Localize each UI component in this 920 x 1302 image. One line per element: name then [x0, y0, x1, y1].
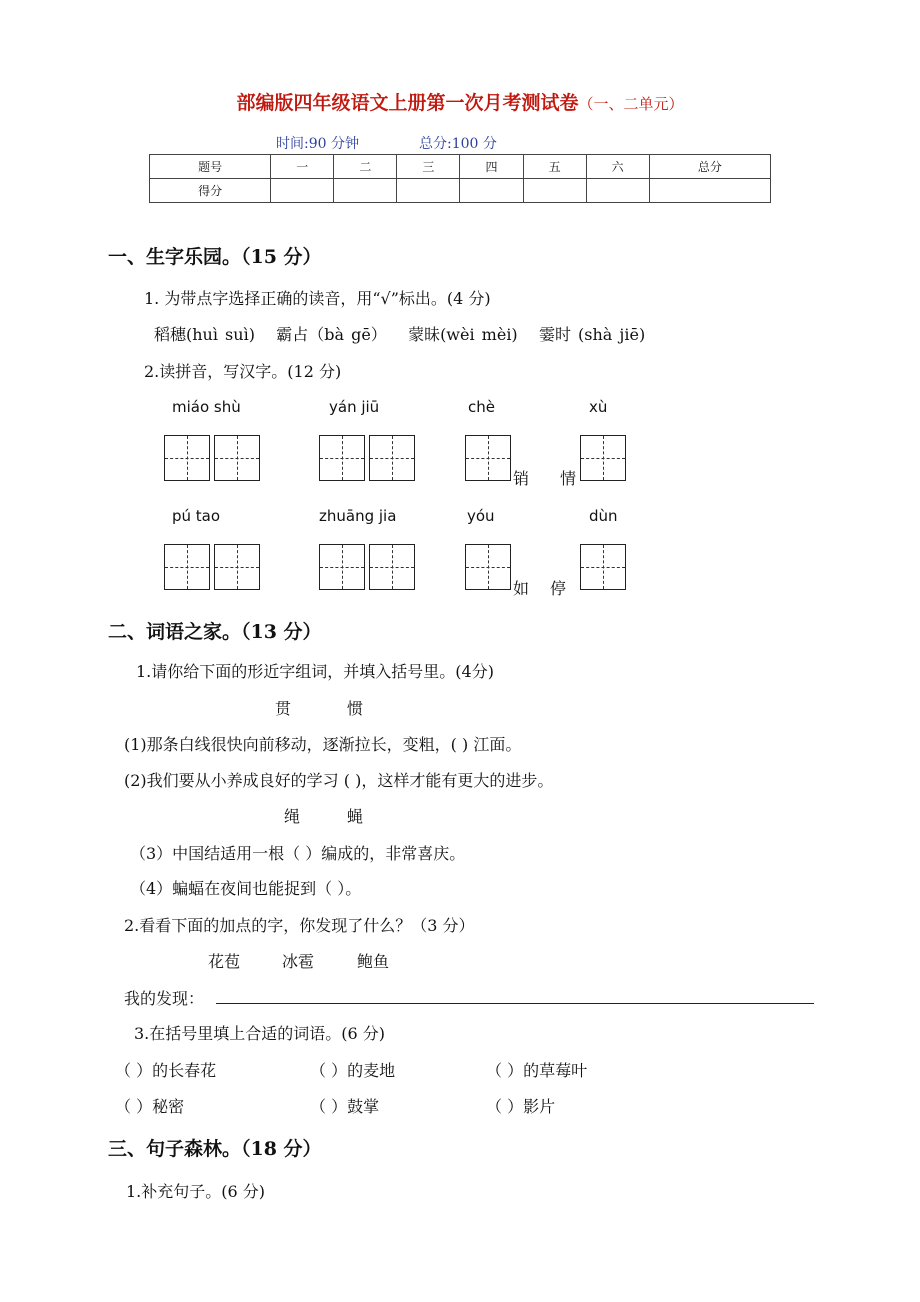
- score-table-header-row: [150, 155, 771, 179]
- writing-grid-box[interactable]: [369, 435, 415, 481]
- dotted-word: 鲍鱼: [357, 952, 390, 971]
- s2-q3-prompt: 3.在括号里填上合适的词语。(6 分): [134, 1024, 386, 1043]
- fill-phrase[interactable]: （ ）鼓掌: [310, 1097, 380, 1116]
- title-suffix: （一、二单元）: [578, 95, 684, 113]
- fill-phrase[interactable]: （ ）影片: [486, 1097, 556, 1116]
- s3-q1-prompt: 1.补充句子。(6 分): [126, 1182, 266, 1201]
- writing-grid-box[interactable]: [369, 544, 415, 590]
- score-table: [149, 154, 771, 203]
- score-input-cell[interactable]: [271, 179, 334, 203]
- writing-grid-box[interactable]: [580, 544, 626, 590]
- fill-sentence[interactable]: (1)那条白线很快向前移动，逐渐拉长，变粗，( ) 江面。: [124, 735, 522, 754]
- fill-phrase[interactable]: （ ）的草莓叶: [486, 1061, 588, 1080]
- discovery-answer-line[interactable]: [216, 1003, 814, 1004]
- writing-grid-box[interactable]: [465, 435, 511, 481]
- dotted-word: 冰雹: [282, 952, 315, 971]
- writing-grid-box[interactable]: [164, 435, 210, 481]
- writing-grid-box[interactable]: [164, 544, 210, 590]
- reading-option[interactable]: 蒙昧(wèi mèi): [408, 325, 518, 344]
- similar-char: 贯: [275, 699, 292, 718]
- pinyin-label: zhuāng jia: [319, 507, 397, 525]
- fill-phrase[interactable]: （ ）秘密: [115, 1097, 185, 1116]
- fill-sentence[interactable]: （4）蝙蝠在夜间也能捉到（ ）。: [130, 879, 362, 898]
- pinyin-label: yán jiū: [329, 398, 380, 416]
- discovery-label: 我的发现：: [124, 989, 205, 1008]
- pinyin-label: pú tao: [172, 507, 221, 525]
- score-input-cell[interactable]: [397, 179, 460, 203]
- exam-title: [0, 88, 920, 115]
- fill-sentence[interactable]: (2)我们要从小养成良好的学习 ( )，这样才能有更大的进步。: [124, 771, 554, 790]
- score-header-cell: 题号: [150, 155, 271, 179]
- s1-q1-prompt: 1. 为带点字选择正确的读音，用“√”标出。(4 分): [144, 289, 491, 308]
- score-header-cell: 四: [460, 155, 523, 179]
- fill-phrase[interactable]: （ ）的麦地: [310, 1061, 396, 1080]
- score-header-cell: 六: [586, 155, 649, 179]
- score-input-cell[interactable]: [460, 179, 523, 203]
- fill-phrase[interactable]: （ ）的长春花: [115, 1061, 217, 1080]
- writing-grid-box[interactable]: [319, 435, 365, 481]
- pinyin-label: miáo shù: [172, 398, 241, 416]
- score-header-cell: 二: [334, 155, 397, 179]
- reading-option[interactable]: 稻穗(huì suì): [154, 325, 255, 344]
- fixed-character: 情: [560, 469, 577, 488]
- score-header-cell: 一: [271, 155, 334, 179]
- fixed-character: 如: [513, 579, 530, 598]
- writing-grid-box[interactable]: [214, 544, 260, 590]
- title-main: 部编版四年级语文上册第一次月考测试卷: [236, 92, 579, 114]
- s1-q2-prompt: 2.读拼音，写汉字。(12 分): [144, 362, 342, 381]
- score-header-cell: 三: [397, 155, 460, 179]
- score-header-cell: 五: [523, 155, 586, 179]
- score-input-cell[interactable]: [523, 179, 586, 203]
- pinyin-label: xù: [589, 398, 608, 416]
- section3-heading: 三、句子森林。（18 分）: [108, 1138, 322, 1160]
- writing-grid-box[interactable]: [465, 544, 511, 590]
- s2-q2-prompt: 2.看看下面的加点的字，你发现了什么？（3 分）: [124, 916, 475, 935]
- writing-grid-box[interactable]: [214, 435, 260, 481]
- dotted-word: 花苞: [208, 952, 241, 971]
- section2-heading: 二、词语之家。（13 分）: [108, 621, 322, 643]
- fixed-character: 停: [550, 579, 567, 598]
- writing-grid-box[interactable]: [580, 435, 626, 481]
- reading-option[interactable]: 霸占（bà gē）: [276, 325, 387, 344]
- score-table-score-row: [150, 179, 771, 203]
- section1-heading: 一、生字乐园。（15 分）: [108, 246, 322, 268]
- similar-char: 蝇: [347, 807, 364, 826]
- score-input-cell[interactable]: [334, 179, 397, 203]
- exam-meta: [276, 133, 497, 153]
- reading-option[interactable]: 霎时 (shà jiē): [538, 325, 646, 344]
- fixed-character: 销: [513, 469, 530, 488]
- s1-q1-options: [154, 322, 645, 345]
- time-limit: 时间:90 分钟: [276, 136, 359, 152]
- score-header-cell: 总分: [649, 155, 770, 179]
- score-input-cell[interactable]: [649, 179, 770, 203]
- similar-char: 惯: [347, 699, 364, 718]
- score-row-label: 得分: [150, 179, 271, 203]
- pinyin-label: chè: [468, 398, 495, 416]
- fill-sentence[interactable]: （3）中国结适用一根（ ）编成的，非常喜庆。: [130, 844, 466, 863]
- writing-grid-box[interactable]: [319, 544, 365, 590]
- score-input-cell[interactable]: [586, 179, 649, 203]
- pinyin-label: dùn: [589, 507, 618, 525]
- pinyin-label: yóu: [467, 507, 495, 525]
- similar-char: 绳: [284, 807, 301, 826]
- total-score: 总分:100 分: [418, 136, 497, 152]
- s2-q1-prompt: 1.请你给下面的形近字组词，并填入括号里。(4分): [136, 662, 494, 681]
